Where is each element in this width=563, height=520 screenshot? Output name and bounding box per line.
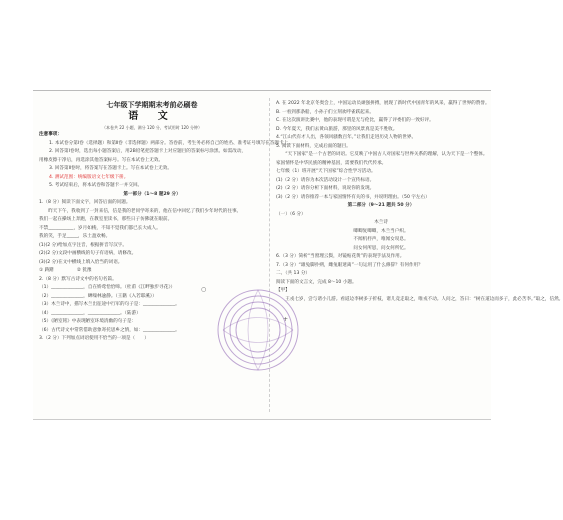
passage-line: 昨天下午，我收到了一封来信，信是我的老同学寄来的，他在信中回忆了我们少年时代的往事。 bbox=[39, 208, 242, 214]
poem-line: 不闻机杼声，唯闻女叹息。 bbox=[353, 237, 409, 242]
notice-item-1: 1. 本试卷分第Ⅰ卷（选择题）和第Ⅱ卷（非选择题）两部分。答卷前，考生务必将自己的姓名、准考证号填写在答题卡上。 bbox=[49, 140, 293, 146]
passage-line: 我的笑，手足_____，乐土盈欢畅。 bbox=[39, 234, 111, 239]
material-line: 家国情怀是中华民族的精神基因，需要我们代代传承。 bbox=[276, 160, 387, 166]
poem-line: 唧唧复唧唧，木兰当户织。 bbox=[353, 228, 409, 234]
fill-line: （6）古代诗文中常常借助意象寄托思乡之情，如：______________。 bbox=[39, 327, 180, 333]
fill-line: （4）______________，______________。（陆游） bbox=[39, 310, 141, 316]
poem-title: 木兰诗 bbox=[374, 220, 388, 225]
question-7: 7.（3 分）“雄兔脚扑朔，雌兔眼迷离”一句运用了什么修辞？有何作用？ bbox=[276, 262, 423, 268]
question-5: 5. 阅读下面材料，完成后面的题目。 bbox=[276, 143, 351, 149]
sub-question: (2)（2 分）请你分析下面材料，说说你的发现。 bbox=[276, 186, 375, 191]
top-rule bbox=[33, 90, 491, 91]
option-line: ① 踌躇 ② 犹豫 bbox=[39, 268, 92, 273]
question-2: 2.（8 分）默写古诗文中的名句名篇。 bbox=[39, 276, 117, 282]
notice-item-2: 2. 回答第Ⅰ卷时，选出每小题答案后，用2B铅笔把答题卡上对应题目的答案标号涂黑。如需改动， bbox=[49, 149, 247, 154]
question-4: 4.“江山代有才人出，各领风骚数百年。”让我们走进历史人物的世界。 bbox=[276, 135, 417, 140]
passage-line: 我们一起在操场上奔跑，在教室里读书，那些日子仿佛就在眼前。 bbox=[39, 217, 173, 222]
notice-item-2b: 用橡皮擦干净后，再选涂其他答案标号。写在本试卷上无效。 bbox=[39, 157, 164, 163]
right-column bbox=[276, 100, 563, 304]
sub-question: (1)（2 分）请你为本次活动设计一个宣传标语。 bbox=[276, 177, 375, 183]
notice-item-4: 4. 测试范围：统编版语文七年级下册。 bbox=[49, 174, 129, 180]
bottom-rule bbox=[33, 419, 491, 420]
option-a: A. 在 2022 年北京冬奥会上，中国运动员顽强拼搏，展现了新时代中国青年的风采，赢得了世界的赞誉。 bbox=[276, 101, 490, 106]
notice-item-3: 3. 回答第Ⅱ卷时，将答案写在答题卡上。写在本试卷上无效。 bbox=[49, 166, 172, 171]
sub-question: (3)(2 分)在文中横线上填入恰当的词语。 bbox=[39, 259, 123, 265]
question-1: 1.（8 分）阅读下面文字，回答后面的问题。 bbox=[39, 200, 131, 205]
fill-line: （2）______________，蝉噪林逾静。（王籍《入若耶溪》） bbox=[39, 293, 157, 299]
material-line: “天下国家”是一个古老的词语。它反映了中国古人对国家与世界关系的理解，认为天下是一个整体。 bbox=[276, 152, 488, 157]
question-3: 3.（2 分）下列加点词语使用不恰当的一项是（ ） bbox=[39, 336, 149, 341]
circle-mark: ○ bbox=[201, 286, 207, 293]
plus-mark: + bbox=[283, 316, 289, 323]
fill-line: （5）《陋室铭》中表现陋室环境清幽的句子是： bbox=[39, 319, 137, 324]
part-label: 二、（共 13 分） bbox=[276, 271, 311, 276]
exam-paper bbox=[33, 90, 563, 420]
exam-subject: 语 文 bbox=[128, 111, 176, 122]
fill-line: （3）木兰诗中，描写木兰出征途中行军的句子是：______________。 bbox=[39, 302, 180, 307]
passage-line: 不禁___________，岁月如梭，不知不觉我们都已长大成人。 bbox=[39, 225, 161, 231]
section-heading-2: 第二部分（9～21 题共 50 分） bbox=[347, 203, 415, 208]
sub-question: (2)(2 分)文段中画横线的句子有语病，请修改。 bbox=[39, 251, 137, 256]
exam-title: 七年级下学期期末考前必刷卷 bbox=[106, 101, 198, 109]
fill-line: （1）______________，自在娇莺恰恰啼。（杜甫《江畔独步寻花》） bbox=[39, 285, 176, 290]
section-heading-1: 第一部分（1～8 题29 分） bbox=[123, 191, 181, 197]
sub-question: (3)（2 分）请你推荐一本与家国情怀有关的书，并说明理由。（50 字左右） bbox=[276, 194, 430, 200]
material-line: 七年级（1）班开展“天下国家”综合性学习活动。 bbox=[276, 169, 376, 174]
poem-line: 问女何所思，问女何所忆。 bbox=[353, 245, 409, 251]
instruction-line: 阅读下面的文言文，完成 8～10 小题。 bbox=[276, 279, 357, 285]
sub-question: (1)(2 分)给加点字注音，根据拼音写汉字。 bbox=[39, 242, 127, 248]
part-label: （一）（6 分） bbox=[276, 211, 306, 217]
option-d: D. 今年夏天，我们去黄山旅游，那里的风景真是美不胜收。 bbox=[276, 126, 398, 132]
question-6: 6.（3 分）简析“当窗理云鬓，对镜帖花黄”的表现手法及作用。 bbox=[276, 254, 405, 259]
exam-meta: （本卷共 22 小题，满分 120 分，考试用时 120 分钟） bbox=[102, 125, 202, 130]
classical-passage: 王戎七岁，尝与诸小儿游。看道边李树多子折枝，诸儿竞走取之，唯戎不动。人问之，答曰：“树在道边而多子，此必苦李。”取之，信然。 bbox=[276, 296, 563, 302]
option-b: B. 一看到那条船，小孙子们立刻欢呼雀跃起来。 bbox=[276, 109, 374, 115]
option-c: C. 在这次演讲比赛中，他的表现可谓是无与伦比，赢得了评委们的一致好评。 bbox=[276, 118, 434, 123]
passage-label: 【甲】 bbox=[276, 288, 290, 293]
notice-item-5: 5. 考试结束后，将本试卷和答题卡一并交回。 bbox=[49, 183, 143, 188]
notice-heading: 注意事项： bbox=[39, 132, 62, 137]
